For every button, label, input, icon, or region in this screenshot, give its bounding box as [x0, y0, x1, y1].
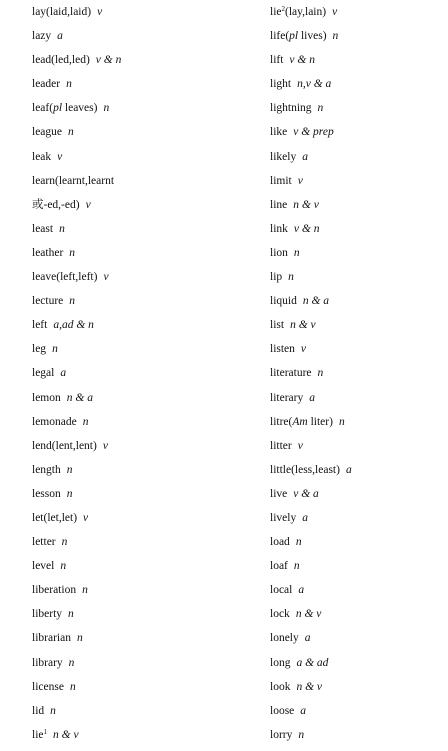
- part-of-speech: a: [302, 150, 308, 163]
- word-entry: [270, 245, 448, 269]
- word-entry: [32, 655, 232, 679]
- word-entry: [270, 703, 448, 727]
- part-of-speech: a,ad & n: [53, 319, 94, 332]
- part-of-speech: n: [332, 30, 339, 43]
- headword: [32, 78, 60, 90]
- headword: [32, 54, 90, 66]
- headword-word-it: pl: [53, 102, 63, 115]
- headword-word: literary: [270, 391, 304, 404]
- headword: [32, 102, 97, 114]
- word-entry: [32, 269, 232, 293]
- part-of-speech: n & a: [302, 295, 330, 308]
- part-of-speech: n: [59, 222, 65, 235]
- headword: [32, 343, 46, 355]
- word-entry: [32, 438, 232, 462]
- headword-word: lesson: [32, 487, 61, 500]
- word-entry: [270, 606, 448, 630]
- word-entry: [32, 727, 232, 751]
- word-entry: [32, 124, 232, 148]
- word-entry: [32, 4, 232, 28]
- headword-word: light: [270, 78, 292, 91]
- headword-word: long: [270, 656, 291, 669]
- headword: [270, 6, 326, 18]
- part-of-speech: v: [297, 439, 303, 452]
- word-entry: [270, 269, 448, 293]
- left-word-column: [32, 4, 232, 751]
- headword-word: level: [32, 560, 55, 573]
- headword-word-post: lives): [298, 30, 327, 43]
- part-of-speech: n: [317, 102, 324, 115]
- headword-word: link: [270, 222, 288, 235]
- headword-word: likely: [270, 150, 297, 163]
- headword-word: line: [270, 198, 288, 211]
- part-of-speech: a: [302, 511, 308, 524]
- part-of-speech: n & v: [296, 680, 323, 693]
- word-entry: [32, 341, 232, 365]
- headword: [270, 608, 290, 620]
- word-entry: [270, 293, 448, 317]
- headword: [32, 416, 77, 428]
- headword: [32, 30, 51, 42]
- part-of-speech: n: [50, 704, 56, 717]
- headword: [270, 584, 292, 596]
- headword-word-pre: life(: [270, 30, 290, 43]
- headword: [270, 126, 287, 138]
- headword: [270, 199, 287, 211]
- headword-word: lemon: [32, 391, 61, 404]
- headword-word: lazy: [32, 30, 52, 43]
- part-of-speech: n: [61, 536, 68, 549]
- headword-word: lorry: [270, 728, 293, 741]
- word-entry: [32, 462, 232, 486]
- word-entry: [270, 124, 448, 148]
- word-entry: [270, 4, 448, 28]
- headword-word: lead(led,led): [32, 54, 90, 67]
- word-entry: [32, 510, 232, 534]
- headword: [32, 247, 63, 259]
- word-entry: [270, 390, 448, 414]
- headword-word: liberation: [32, 584, 77, 597]
- headword-word: league: [32, 126, 63, 139]
- headword: [270, 319, 284, 331]
- headword: [32, 657, 63, 669]
- word-entry: [270, 510, 448, 534]
- headword: [270, 657, 290, 669]
- headword: [32, 295, 63, 307]
- headword-word: limit: [270, 174, 292, 187]
- word-entry: [270, 28, 448, 52]
- word-entry: [270, 655, 448, 679]
- headword: [270, 175, 292, 187]
- word-entry: [32, 558, 232, 582]
- headword: [270, 151, 296, 163]
- part-of-speech: v: [297, 174, 303, 187]
- headword: [270, 367, 312, 379]
- headword: [32, 729, 47, 741]
- headword: [270, 464, 340, 476]
- headword: [270, 512, 296, 524]
- word-entry: [270, 100, 448, 124]
- headword: [270, 295, 297, 307]
- word-entry: [270, 558, 448, 582]
- word-entry: [270, 365, 448, 389]
- headword: [270, 488, 287, 500]
- headword-word: lid: [32, 704, 45, 717]
- word-entry: [32, 245, 232, 269]
- headword-sup: 1: [43, 727, 47, 736]
- part-of-speech: v: [85, 198, 91, 211]
- word-entry: [32, 173, 232, 197]
- headword-word: litter: [270, 439, 292, 452]
- word-entry: [32, 679, 232, 703]
- headword-word: lie: [270, 6, 282, 18]
- word-entry: [32, 149, 232, 173]
- headword: [32, 151, 51, 163]
- headword-word: lie: [32, 728, 44, 741]
- headword-word: least: [32, 222, 54, 235]
- headword: [270, 440, 292, 452]
- part-of-speech: v & n: [289, 54, 315, 67]
- headword-word: liquid: [270, 295, 297, 308]
- headword: [32, 632, 71, 644]
- headword: [270, 681, 290, 693]
- headword-word: letter: [32, 536, 56, 549]
- headword-word: look: [270, 680, 291, 693]
- headword: [32, 512, 77, 524]
- headword: [270, 223, 288, 235]
- part-of-speech: a: [300, 704, 307, 717]
- headword: [32, 175, 114, 187]
- headword: [270, 632, 299, 644]
- headword-word: leather: [32, 246, 64, 259]
- part-of-speech: v: [83, 511, 89, 524]
- headword-word: learn(learnt,learnt: [32, 174, 115, 187]
- part-of-speech: n: [68, 656, 75, 669]
- part-of-speech: n: [68, 608, 74, 621]
- headword: [270, 343, 295, 355]
- headword-word: legal: [32, 367, 55, 380]
- word-entry: [270, 52, 448, 76]
- part-of-speech: n: [317, 367, 324, 380]
- word-entry: [270, 462, 448, 486]
- part-of-speech: a & ad: [296, 656, 329, 669]
- headword: [32, 488, 61, 500]
- headword: [270, 536, 290, 548]
- headword-word: lecture: [32, 295, 64, 308]
- headword: [32, 392, 61, 404]
- word-entry: [32, 28, 232, 52]
- headword-word: length: [32, 463, 61, 476]
- headword-word: lively: [270, 511, 297, 524]
- part-of-speech: a: [304, 632, 311, 645]
- headword-word-it: Am: [292, 415, 308, 428]
- word-entry: [270, 534, 448, 558]
- headword: [270, 560, 288, 572]
- part-of-speech: v: [102, 439, 108, 452]
- headword-word: loaf: [270, 560, 288, 573]
- word-entry: [270, 438, 448, 462]
- part-of-speech: n: [69, 246, 76, 259]
- part-of-speech: v: [97, 6, 103, 18]
- word-entry: [270, 582, 448, 606]
- headword-word: lonely: [270, 632, 299, 645]
- part-of-speech: n: [103, 102, 110, 115]
- headword: [32, 367, 54, 379]
- word-entry: [32, 414, 232, 438]
- headword-word: list: [270, 319, 285, 332]
- word-entry: [32, 486, 232, 510]
- part-of-speech: a: [309, 391, 315, 404]
- word-entry: [270, 76, 448, 100]
- headword: [32, 319, 47, 331]
- headword-word-post: leaves): [62, 102, 98, 115]
- word-entry: [270, 414, 448, 438]
- part-of-speech: n: [66, 78, 72, 91]
- word-entry: [32, 582, 232, 606]
- part-of-speech: a: [60, 367, 67, 380]
- headword-word-pre: litre(: [270, 415, 293, 428]
- part-of-speech: v & n: [95, 54, 122, 67]
- headword-word-post: (lay,lain): [285, 6, 327, 18]
- word-entry: [32, 630, 232, 654]
- headword: [32, 271, 97, 283]
- headword-word: library: [32, 656, 63, 669]
- word-entry: [270, 486, 448, 510]
- word-entry: [32, 606, 232, 630]
- part-of-speech: n & a: [66, 391, 93, 404]
- headword: [32, 608, 62, 620]
- headword-word: lend(lent,lent): [32, 439, 97, 452]
- headword: [270, 271, 282, 283]
- headword-word: leg: [32, 343, 47, 356]
- headword: [270, 392, 303, 404]
- part-of-speech: n: [69, 680, 76, 693]
- headword-word: let(let,let): [32, 511, 78, 524]
- part-of-speech: n: [295, 536, 302, 549]
- headword-word: leave(left,left): [32, 271, 98, 284]
- headword-word: literature: [270, 367, 312, 380]
- part-of-speech: a: [298, 584, 305, 597]
- word-entry: [270, 197, 448, 221]
- headword: [32, 440, 97, 452]
- headword: [32, 464, 61, 476]
- word-entry: [32, 100, 232, 124]
- headword: [32, 681, 64, 693]
- part-of-speech: v & a: [293, 487, 319, 500]
- word-entry: [270, 149, 448, 173]
- word-entry: [32, 317, 232, 341]
- part-of-speech: v: [332, 6, 338, 18]
- headword-word: local: [270, 584, 293, 597]
- part-of-speech: v: [57, 150, 63, 163]
- part-of-speech: n & v: [293, 198, 319, 211]
- headword-word: load: [270, 536, 290, 549]
- word-entry: [32, 76, 232, 100]
- headword: [32, 584, 76, 596]
- headword-word: listen: [270, 343, 295, 356]
- headword-word: leader: [32, 78, 61, 91]
- headword: [270, 102, 312, 114]
- part-of-speech: n & v: [290, 319, 316, 332]
- part-of-speech: n: [298, 728, 305, 741]
- part-of-speech: n: [293, 560, 300, 573]
- headword: [270, 729, 292, 741]
- right-word-column: [270, 4, 448, 751]
- headword-word: loose: [270, 704, 295, 717]
- headword: [270, 78, 291, 90]
- headword-word: live: [270, 487, 288, 500]
- headword-word: lay(laid,laid): [32, 6, 92, 18]
- word-entry: [32, 293, 232, 317]
- part-of-speech: n: [68, 126, 74, 139]
- headword-word: lip: [270, 271, 283, 284]
- headword: [32, 126, 62, 138]
- headword-word: lion: [270, 246, 288, 259]
- word-entry: [270, 727, 448, 751]
- headword: [32, 705, 44, 717]
- word-entry: [32, 52, 232, 76]
- part-of-speech: n: [60, 560, 67, 573]
- headword-word-it: pl: [289, 30, 299, 43]
- headword: [32, 223, 53, 235]
- word-entry: [32, 221, 232, 245]
- part-of-speech: n: [82, 584, 88, 597]
- part-of-speech: a: [345, 463, 352, 476]
- headword-sup: 2: [281, 5, 285, 13]
- headword-word-pre: leaf(: [32, 102, 54, 115]
- part-of-speech: n: [66, 463, 73, 476]
- headword-word: license: [32, 680, 64, 693]
- headword: [32, 560, 54, 572]
- headword-word-post: liter): [307, 415, 333, 428]
- headword-word: liberty: [32, 608, 63, 621]
- headword-word: leak: [32, 150, 52, 163]
- part-of-speech: n: [69, 295, 76, 308]
- word-entry: [32, 390, 232, 414]
- part-of-speech: v & prep: [293, 126, 334, 139]
- headword-word: lock: [270, 608, 290, 621]
- part-of-speech: n: [52, 343, 58, 356]
- part-of-speech: n,v & a: [297, 78, 332, 91]
- headword: [270, 54, 283, 66]
- part-of-speech: n & v: [295, 608, 322, 621]
- word-entry: [32, 365, 232, 389]
- headword: [270, 416, 333, 428]
- headword: [270, 705, 294, 717]
- word-entry: [270, 221, 448, 245]
- part-of-speech: v: [103, 271, 109, 284]
- headword-word: lemonade: [32, 415, 77, 428]
- word-entry: [270, 630, 448, 654]
- word-entry: [32, 534, 232, 558]
- word-entry: [270, 679, 448, 703]
- part-of-speech: n: [76, 632, 83, 645]
- part-of-speech: a: [57, 30, 63, 43]
- part-of-speech: n: [288, 271, 294, 284]
- headword-word: lightning: [270, 102, 312, 115]
- headword: [270, 30, 327, 42]
- part-of-speech: n: [293, 246, 300, 259]
- headword-word: lift: [270, 54, 284, 67]
- headword-word: librarian: [32, 632, 71, 645]
- part-of-speech: v & n: [293, 222, 320, 235]
- headword: [270, 247, 288, 259]
- headword-word: left: [32, 319, 48, 332]
- headword-word: little(less,least): [270, 463, 340, 476]
- part-of-speech: n: [338, 415, 345, 428]
- word-entry: [270, 317, 448, 341]
- headword: [32, 6, 91, 18]
- word-entry: [32, 197, 232, 221]
- word-entry: [270, 341, 448, 365]
- headword-word: 或-ed,-ed): [32, 198, 80, 211]
- word-entry: [270, 173, 448, 197]
- part-of-speech: n: [82, 415, 89, 428]
- part-of-speech: n: [66, 487, 73, 500]
- part-of-speech: n & v: [53, 728, 79, 741]
- headword-word: like: [270, 126, 288, 139]
- part-of-speech: v: [300, 343, 307, 356]
- headword: [32, 199, 80, 211]
- headword: [32, 536, 56, 548]
- word-entry: [32, 703, 232, 727]
